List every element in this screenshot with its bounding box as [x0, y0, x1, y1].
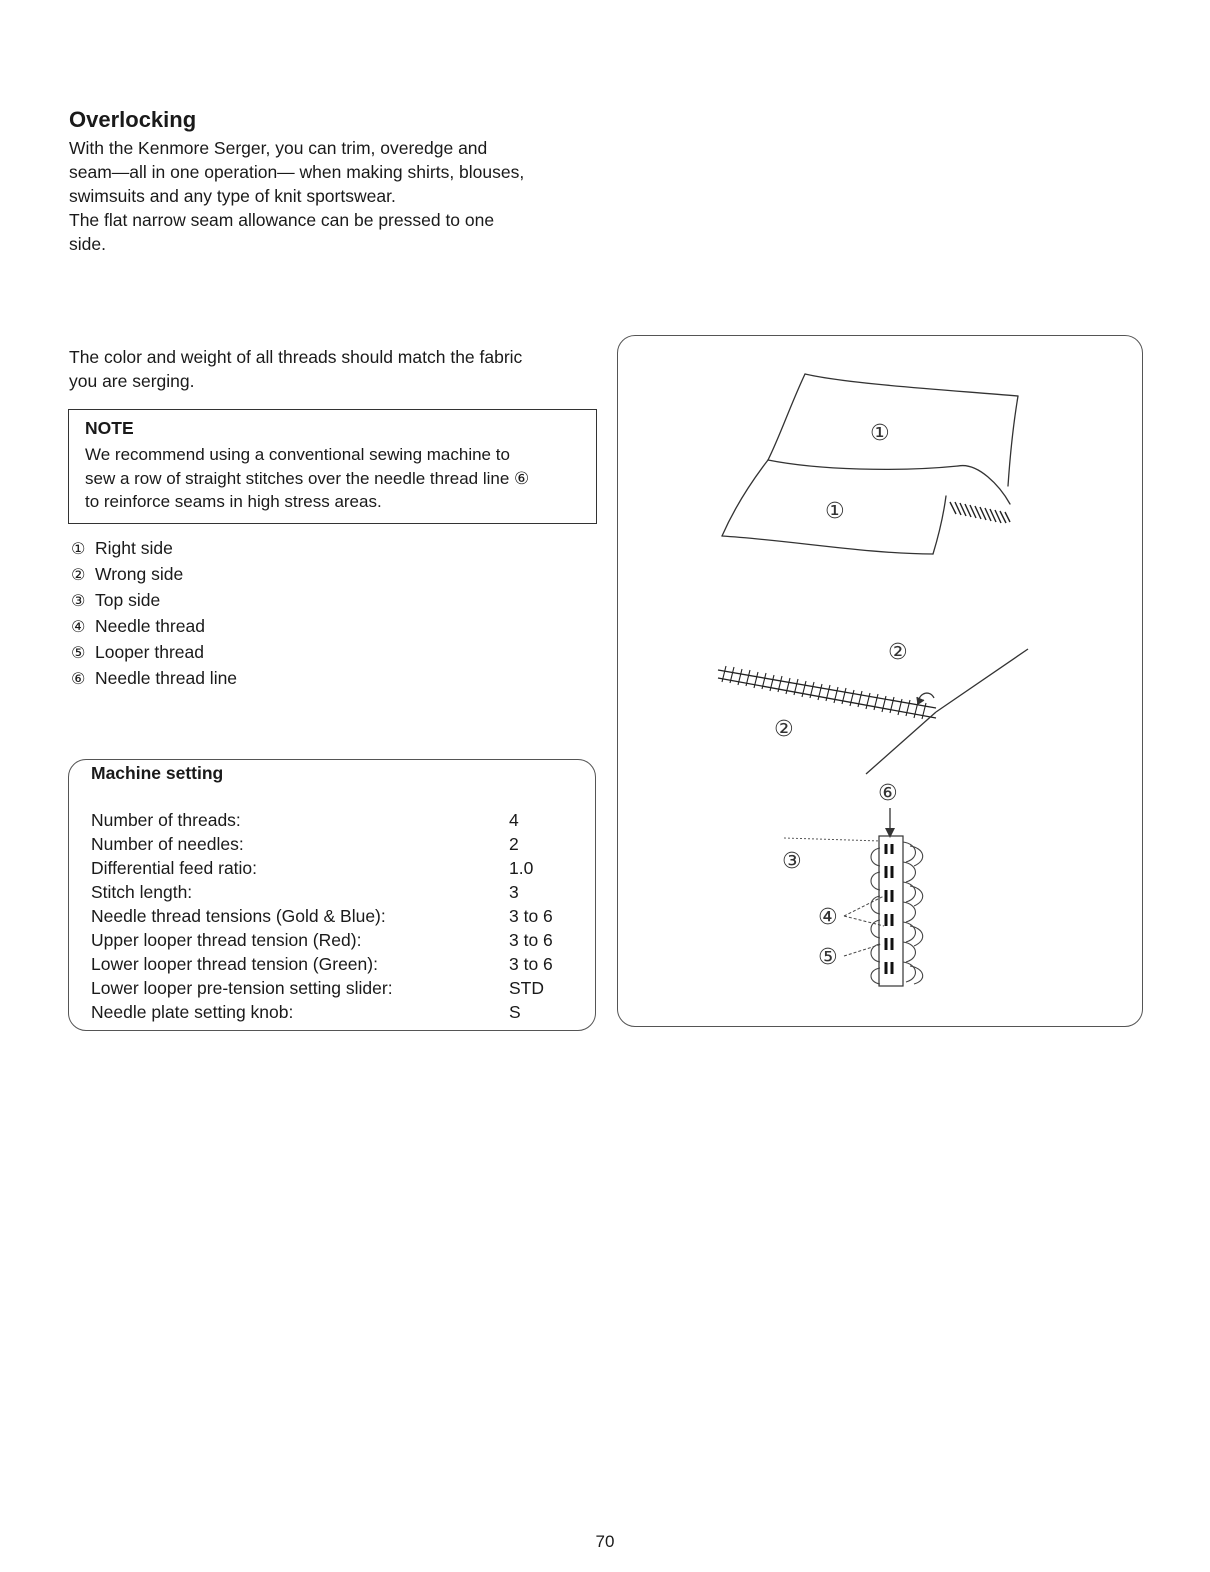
fabric-bottom-layer: [722, 460, 768, 536]
setting-row: [91, 880, 553, 904]
setting-value: 2: [509, 834, 519, 854]
legend-item: [71, 536, 237, 562]
setting-value: 3 to 6: [509, 906, 553, 926]
intro-line: The flat narrow seam allowance can be pressed to one: [69, 210, 495, 230]
legend-label: Wrong side: [95, 564, 184, 584]
color-note-line: you are serging.: [69, 371, 195, 391]
legend-number: ①: [71, 541, 86, 558]
overlock-illustration: [618, 336, 1144, 1028]
callout-looper-thread: ⑤: [818, 945, 838, 970]
setting-row: [91, 952, 553, 976]
setting-label: Differential feed ratio:: [91, 858, 258, 878]
setting-label: Needle thread tensions (Gold & Blue):: [91, 906, 386, 926]
fabric-top-layer: [805, 374, 1018, 396]
legend-label: Needle thread: [95, 616, 205, 636]
intro-line: seam—all in one operation— when making shirts, blouses,: [69, 162, 525, 182]
intro-paragraph: [69, 136, 609, 256]
machine-setting-title: Machine setting: [91, 763, 224, 783]
legend-item: [71, 666, 237, 692]
callout-needle-thread: ④: [818, 905, 838, 930]
callout-top-side: ③: [782, 849, 802, 874]
setting-label: Number of threads:: [91, 810, 241, 830]
callout-needle-thread-line: ⑥: [878, 781, 898, 806]
callout-wrong-side-top: ②: [888, 640, 908, 665]
legend-number: ③: [71, 593, 86, 610]
note-title: NOTE: [85, 418, 134, 438]
page-title: Overlocking: [69, 107, 197, 132]
setting-row: [91, 808, 553, 832]
intro-line: With the Kenmore Serger, you can trim, overedge and: [69, 138, 488, 158]
setting-value: 3 to 6: [509, 954, 553, 974]
setting-row: [91, 976, 553, 1000]
settings-table: [91, 808, 553, 1024]
legend-label: Top side: [95, 590, 161, 610]
setting-row: [91, 1000, 553, 1024]
thread-color-paragraph: [69, 345, 609, 393]
setting-value: 3: [509, 882, 519, 902]
legend-number: ②: [71, 567, 86, 584]
setting-row: [91, 832, 553, 856]
legend-number: ④: [71, 619, 86, 636]
legend-item: [71, 562, 237, 588]
legend-label: Looper thread: [95, 642, 204, 662]
setting-label: Lower looper pre-tension setting slider:: [91, 978, 393, 998]
setting-value: 1.0: [509, 858, 534, 878]
intro-line: swimsuits and any type of knit sportswear.: [69, 186, 396, 206]
note-box: [68, 409, 597, 524]
note-line: We recommend using a conventional sewing machine to: [85, 445, 510, 464]
setting-value: S: [509, 1002, 521, 1022]
setting-row: [91, 928, 553, 952]
page-number: 70: [595, 1532, 615, 1551]
note-line: sew a row of straight stitches over the needle thread line ⑥: [85, 468, 530, 488]
setting-label: Lower looper thread tension (Green):: [91, 954, 378, 974]
legend-label: Right side: [95, 538, 173, 558]
setting-row: [91, 856, 553, 880]
setting-value: 4: [509, 810, 519, 830]
intro-line: side.: [69, 234, 106, 254]
legend-item: [71, 640, 237, 666]
color-note-line: The color and weight of all threads should match the fabric: [69, 347, 523, 367]
setting-label: Stitch length:: [91, 882, 193, 902]
setting-label: Number of needles:: [91, 834, 244, 854]
overlock-illustration-panel: [617, 335, 1143, 1027]
opened-seam-stitches: [718, 670, 936, 718]
setting-label: Upper looper thread tension (Red):: [91, 930, 362, 950]
setting-value: 3 to 6: [509, 930, 553, 950]
legend-list: [71, 536, 237, 692]
legend-number: ⑤: [71, 645, 86, 662]
callout-wrong-side-bottom: ②: [774, 717, 794, 742]
callout-right-side-bottom: ①: [825, 499, 845, 524]
note-line: to reinforce seams in high stress areas.: [85, 492, 382, 511]
legend-label: Needle thread line: [95, 668, 238, 688]
setting-value: STD: [509, 978, 544, 998]
legend-item: [71, 614, 237, 640]
needle-thread-stitches: [886, 844, 892, 974]
callout-right-side-top: ①: [870, 421, 890, 446]
setting-row: [91, 904, 553, 928]
machine-setting-box: [68, 759, 596, 1031]
serged-edge-top: [950, 502, 1010, 523]
note-text: [85, 443, 529, 514]
setting-label: Needle plate setting knob:: [91, 1002, 294, 1022]
legend-item: [71, 588, 237, 614]
legend-number: ⑥: [71, 671, 86, 688]
